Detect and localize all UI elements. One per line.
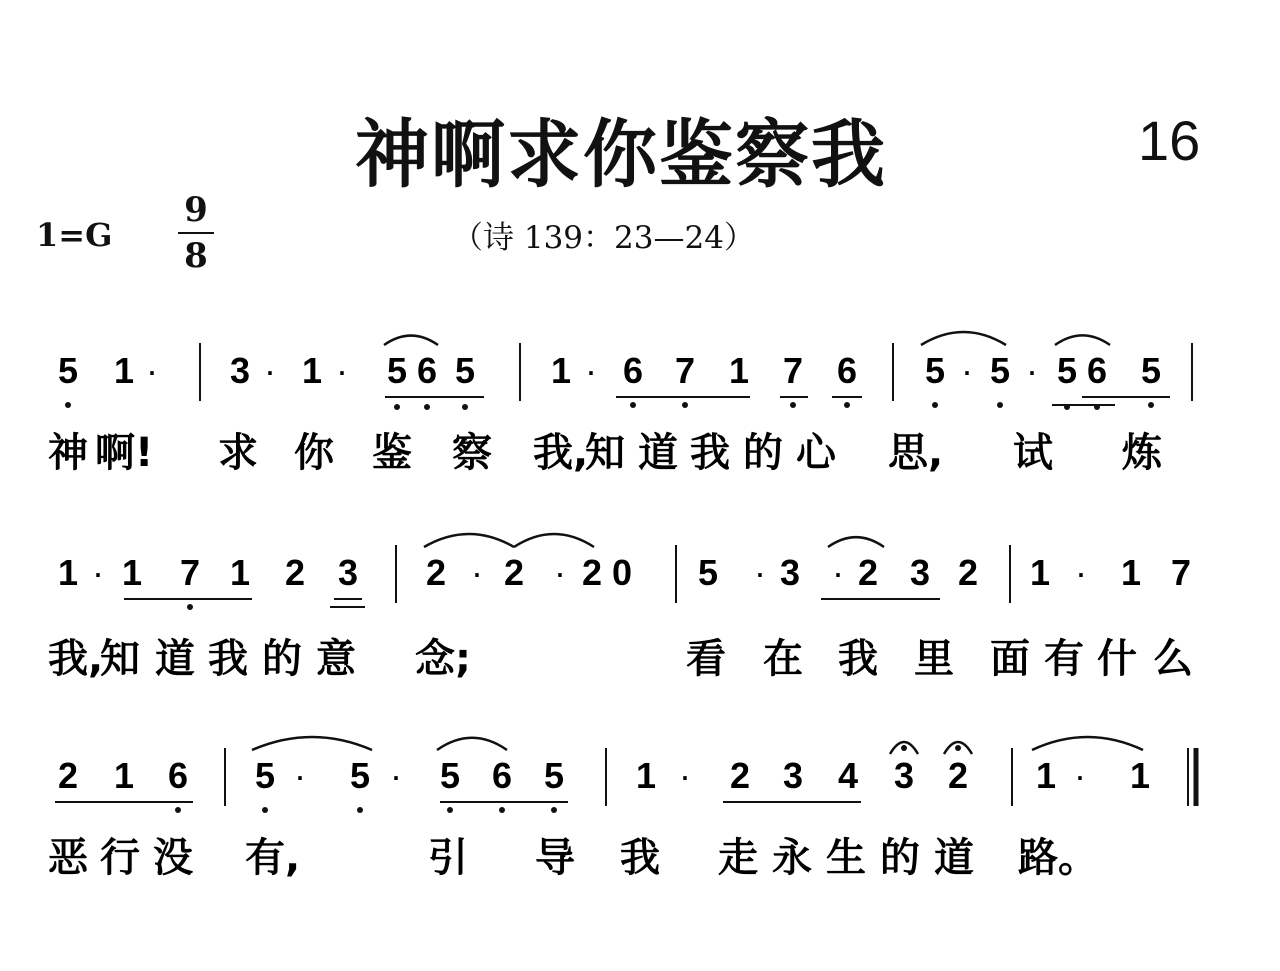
note-token: 2 [857,552,879,593]
note-token: 3 [782,755,804,796]
note-token: · [264,350,276,391]
lyric-syllable: 我 [208,636,248,682]
note-token: 1 [1120,552,1142,593]
key-signature: 1=G [36,216,113,254]
octave-dot-below [394,404,400,410]
note-token: · [390,755,402,796]
note-token: 2 [503,552,525,593]
lyric-syllable: 道 [934,835,974,881]
lyric-syllable: 走 [718,835,758,881]
note-token: · [1075,552,1087,593]
note-token: 5 [349,755,371,796]
note-token: 1 [728,350,750,391]
note-token: · [336,350,348,391]
note-token: 1 [113,350,135,391]
octave-dot-below [682,402,688,408]
lyric-syllable: 么 [1153,636,1193,682]
lyric-syllable: 引 [428,835,468,881]
note-token: 1 [229,552,251,593]
note-token: 5 [454,350,476,391]
time-signature-numerator: 9 [184,190,208,230]
octave-dot-below [175,807,181,813]
note-token: 2 [947,755,969,796]
note-token: 7 [179,552,201,593]
lyric-syllable: 没 [153,835,193,881]
octave-dot-below [1148,402,1154,408]
note-token: · [754,552,766,593]
octave-dot-below [187,604,193,610]
note-token: · [1026,350,1038,391]
note-token: 5 [697,552,719,593]
note-token: 2 [729,755,751,796]
note-token: 5 [1056,350,1078,391]
lyric-syllable: 我 [838,636,878,682]
note-token: 6 [1086,350,1108,391]
note-token: 5 [254,755,276,796]
note-token: 5 [57,350,79,391]
note-token: 6 [836,350,858,391]
lyric-syllable: 看 [686,636,726,682]
octave-dot-below [357,807,363,813]
note-token: 5 [989,350,1011,391]
note-token: 6 [622,350,644,391]
slur-arc [252,737,372,750]
note-token: · [679,755,691,796]
slur-arc [384,336,438,345]
octave-dot-below [262,807,268,813]
octave-dot-below [424,404,430,410]
note-token: 1 [1029,552,1051,593]
note-token: · [585,350,597,391]
hymn-number: 16 [1138,109,1201,172]
note-token: 1 [550,350,572,391]
lyric-syllable: 神 [48,430,88,476]
note-token: 1 [1035,755,1057,796]
lyric-syllable: 鉴 [372,430,412,476]
slur-arc [1055,335,1110,345]
note-token: 2 [581,552,603,593]
note-token: 3 [909,552,931,593]
lyric-syllable: 求 [218,430,258,476]
octave-dot-below [1064,404,1070,410]
note-token: 5 [386,350,408,391]
note-token: 7 [674,350,696,391]
note-token: 2 [425,552,447,593]
lyric-syllable: 知 [585,430,625,476]
lyric-syllable: 心 [796,430,836,476]
octave-dot-below [997,402,1003,408]
octave-dot-below [1094,404,1100,410]
lyric-syllable: 意 [316,636,356,682]
note-token: · [554,552,566,593]
slur-arc [1032,737,1143,750]
lyric-syllable: 我 [690,430,730,476]
note-token: 6 [416,350,438,391]
lyric-syllable: 啊! [95,430,154,476]
scripture-reference: （诗 139：23—24） [452,220,755,256]
octave-dot-below [447,807,453,813]
lyric-syllable: 我, [533,430,589,476]
lyric-syllable: 试 [1013,430,1053,476]
octave-dot-below [932,402,938,408]
note-token: 3 [893,755,915,796]
note-token: 5 [543,755,565,796]
slur-arc [424,534,514,547]
note-token: 1 [635,755,657,796]
octave-dot-below [630,402,636,408]
note-token: 0 [611,552,633,593]
slur-arc [828,537,884,547]
note-token: 1 [113,755,135,796]
octave-dot-above [955,745,961,751]
note-token: 1 [121,552,143,593]
page-title: 神啊求你鉴察我 [355,112,887,198]
note-token: 5 [924,350,946,391]
note-token: · [471,552,483,593]
lyric-syllable: 我, [48,636,104,682]
note-token: · [294,755,306,796]
octave-dot-below [462,404,468,410]
lyric-syllable: 察 [452,430,492,476]
octave-dot-below [65,402,71,408]
note-token: · [92,552,104,593]
note-token: · [146,350,158,391]
note-token: 3 [337,552,359,593]
note-token: 2 [957,552,979,593]
octave-dot-above [901,745,907,751]
lyric-syllable: 恶 [48,835,88,881]
slur-arc [921,332,1006,345]
note-token: 7 [782,350,804,391]
slur-arc [437,738,507,750]
time-signature-denominator: 8 [184,236,208,276]
lyric-syllable: 导 [535,835,575,881]
lyric-syllable: 在 [763,636,803,682]
note-token: 6 [491,755,513,796]
note-token: 1 [57,552,79,593]
note-token: 1 [301,350,323,391]
lyric-syllable: 念; [415,636,471,682]
lyric-syllable: 的 [262,636,302,682]
lyric-syllable: 知 [100,636,140,682]
lyric-syllable: 的 [880,835,920,881]
octave-dot-below [551,807,557,813]
lyric-syllable: 有 [1044,636,1084,682]
note-token: 2 [284,552,306,593]
note-token: 5 [439,755,461,796]
note-token: · [961,350,973,391]
note-token: 3 [779,552,801,593]
note-token: 3 [229,350,251,391]
slur-arc [514,534,594,547]
lyric-syllable: 什 [1097,636,1137,682]
lyric-syllable: 面 [990,636,1030,682]
lyric-syllable: 道 [638,430,678,476]
note-token: · [832,552,844,593]
octave-dot-below [844,402,850,408]
lyric-syllable: 道 [155,636,195,682]
lyric-syllable: 你 [294,430,334,476]
octave-dot-below [790,402,796,408]
lyric-syllable: 永 [772,835,812,881]
lyric-syllable: 思, [888,430,944,476]
note-token: 7 [1170,552,1192,593]
note-token: · [1074,755,1086,796]
lyric-syllable: 炼 [1122,430,1162,476]
note-token: 5 [1140,350,1162,391]
note-token: 2 [57,755,79,796]
lyric-syllable: 路。 [1018,835,1098,881]
lyric-syllable: 的 [743,430,783,476]
note-token: 6 [167,755,189,796]
lyric-syllable: 有, [245,835,301,881]
note-token: 1 [1129,755,1151,796]
lyric-syllable: 我 [620,835,660,881]
lyric-syllable: 生 [826,835,866,881]
note-token: 4 [837,755,859,796]
lyric-syllable: 行 [100,835,140,881]
octave-dot-below [499,807,505,813]
lyric-syllable: 里 [914,636,954,682]
